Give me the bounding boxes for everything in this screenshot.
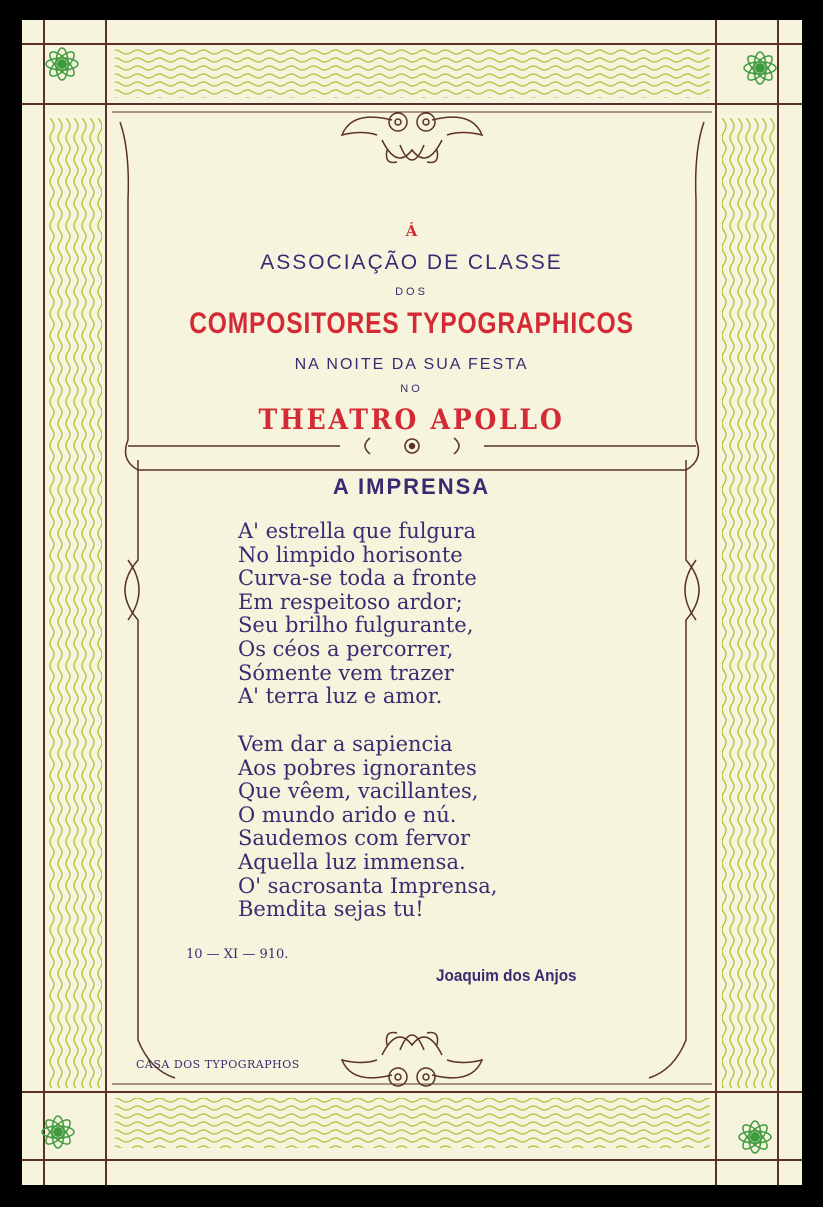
poem-line: Aquella luz immensa. [238,849,466,874]
printer-imprint: CASA DOS TYPOGRAPHOS [136,1058,300,1071]
bottom-lotus-ornament-icon [342,1033,482,1087]
bottom-wave-band [115,1098,710,1148]
compositors-title: COMPOSITORES TYPOGRAPHICOS [189,307,634,340]
poem-line: A' terra luz e amor. [238,684,443,709]
poem-line: Em respeitoso ardor; [238,589,463,614]
poem-author: Joaquim dos Anjos [436,966,577,985]
top-wave-band [115,48,710,98]
poem-line: No limpido horisonte [238,542,463,567]
poem-line: Seu brilho fulgurante, [238,613,474,638]
no-line: NO [400,383,423,395]
theatre-name: THEATRO APOLLO [258,403,565,436]
poem-line: Saudemos com fervor [238,826,471,851]
poem-stanza-2 [238,733,497,922]
poem-title: A IMPRENSA [332,474,491,499]
night-line: NA NOITE DA SUA FESTA [294,356,529,373]
poem-date: 10 — XI — 910. [186,947,289,962]
rosette-icon-bottom-right [739,1121,771,1153]
poem-line: Vem dar a sapiencia [238,732,453,756]
accent-a: Á [405,222,418,240]
rosette-icon-bottom-left [42,1116,74,1148]
poem-line: Que vêem, vacillantes, [238,779,479,804]
poem-line: Aos pobres ignorantes [238,755,477,780]
poem-line: Sómente vem trazer [238,660,454,685]
association-line: ASSOCIAÇÃO DE CLASSE [260,251,563,274]
poem-line: Curva-se toda a fronte [238,566,477,591]
dos-line: DOS [395,286,428,298]
poem-line: O mundo arido e nú. [238,802,457,827]
rosette-icon-top-right [744,52,776,84]
poem-line: O' sacrosanta Imprensa, [238,873,498,898]
poem-line: Bemdita sejas tu! [238,897,424,922]
top-lotus-ornament-icon [342,113,482,163]
divider-ornament [365,438,459,454]
poem-line: Os céos a percorrer, [238,636,454,661]
rosette-icon-top-left [46,48,78,80]
poem-line: A' estrella que fulgura [238,519,476,543]
poem-stanza-1 [238,520,477,709]
